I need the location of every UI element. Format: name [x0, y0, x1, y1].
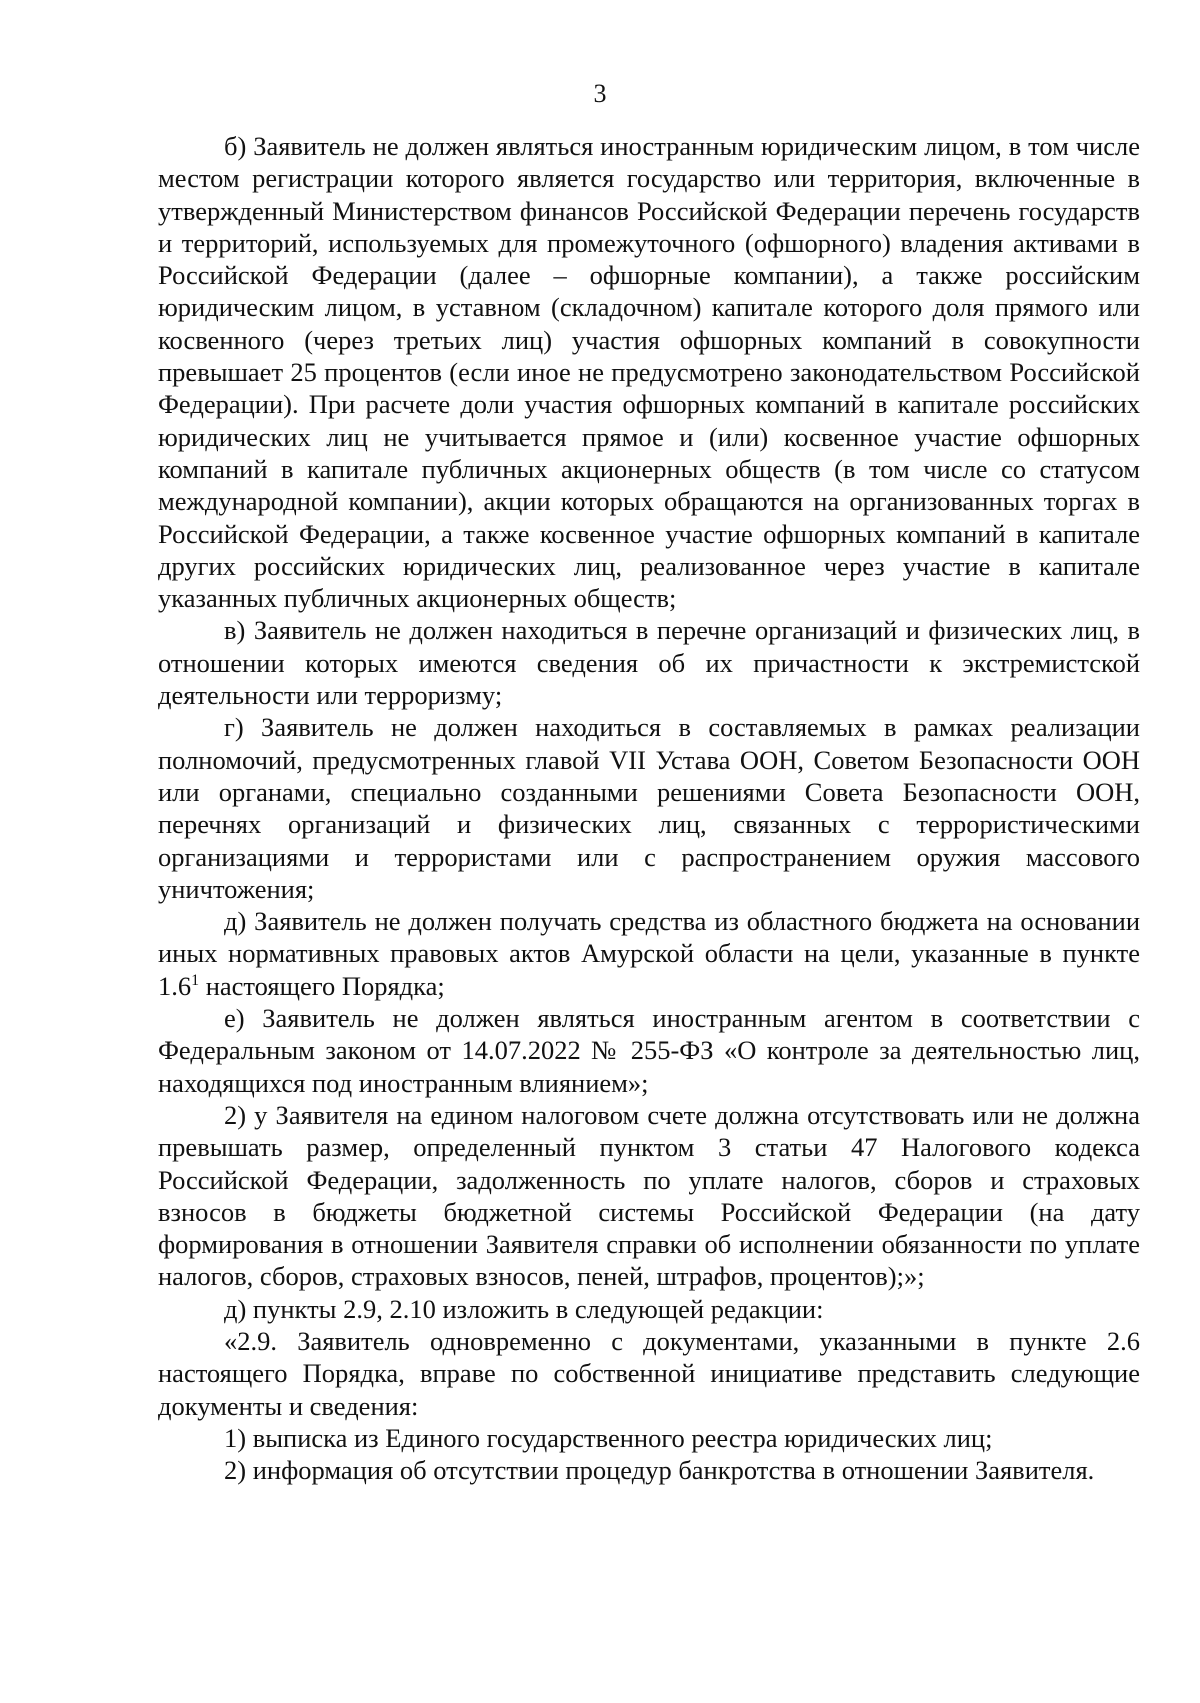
paragraph-d [158, 905, 1140, 1002]
paragraph-d-amendment: д) пункты 2.9, 2.10 изложить в следующей редакции: [224, 1293, 824, 1324]
paragraph-g: г) Заявитель не должен находиться в составляемых в рамках реализации полномочий, предусмотренных главой VII Устава ООН, Советом Безопасности ООН или органами, специально созданными решениями Совета Безопасности ООН, перечнях организаций и физических лиц, связанных с террористическими организациями и террористами или с распространением оружия массового уничтожения; [158, 712, 1140, 904]
footnote-superscript: 1 [191, 971, 200, 989]
paragraph-v: в) Заявитель не должен находиться в перечне организаций и физических лиц, в отношении которых имеются сведения об их причастности к экстремистской деятельности или терроризму; [158, 615, 1140, 711]
page-number: 3 [593, 79, 607, 108]
paragraph-d-tail: настоящего Порядка; [199, 970, 445, 1001]
list-item-1: 1) выписка из Единого государственного реестра юридических лиц; [224, 1422, 993, 1453]
paragraph-e: е) Заявитель не должен являться иностранным агентом в соответствии с Федеральным законом от 14.07.2022 № 255-ФЗ «О контроле за деятельностью лиц, находящихся под иностранным влиянием»; [158, 1003, 1140, 1098]
document-body [158, 130, 1140, 1486]
paragraph-2: 2) у Заявителя на едином налоговом счете должна отсутствовать или не должна превышать размер, определенный пунктом 3 статьи 47 Налогового кодекса Российской Федерации, задолженность по уплате налогов, сборов и страховых взносов в бюджеты бюджетной системы Российской Федерации (на дату формирования в отношении Заявителя справки об исполнении обязанности по уплате налогов, сборов, страховых взносов, пеней, штрафов, процентов);»; [158, 1099, 1140, 1292]
paragraph-b: б) Заявитель не должен являться иностранным юридическим лицом, в том числе местом регистрации которого является государство или территория, включенные в утвержденный Министерством финансов Российской Федерации перечень государств и территорий, используемых для промежуточного (офшорного) владения активами в Российской Федерации (далее – офшорные компании), а также российским юридическим лицом, в уставном (складочном) капитале которого доля прямого или косвенного (через третьих лиц) участия офшорных компаний в совокупности превышает 25 процентов (если иное не предусмотрено законодательством Российской Федерации). При расчете доли участия офшорных компаний в капитале российских юридических лиц не учитывается прямое и (или) косвенное участие офшорных компаний в капитале публичных акционерных обществ (в том числе со статусом международной компании), акции которых обращаются на организованных торгах в Российской Федерации, а также косвенное участие офшорных компаний в капитале других российских юридических лиц, реализованное через участие в капитале указанных публичных акционерных обществ; [158, 131, 1140, 614]
paragraph-d-text: д) Заявитель не должен получать средства из областного бюджета на основании иных нормативных правовых актов Амурской области на цели, указанные в пункте 1.6 [158, 906, 1140, 1001]
paragraph-2-9: «2.9. Заявитель одновременно с документами, указанными в пункте 2.6 настоящего Порядка, вправе по собственной инициативе представить следующие документы и сведения: [158, 1325, 1140, 1421]
list-item-2: 2) информация об отсутствии процедур банкротства в отношении Заявителя. [224, 1455, 1095, 1486]
